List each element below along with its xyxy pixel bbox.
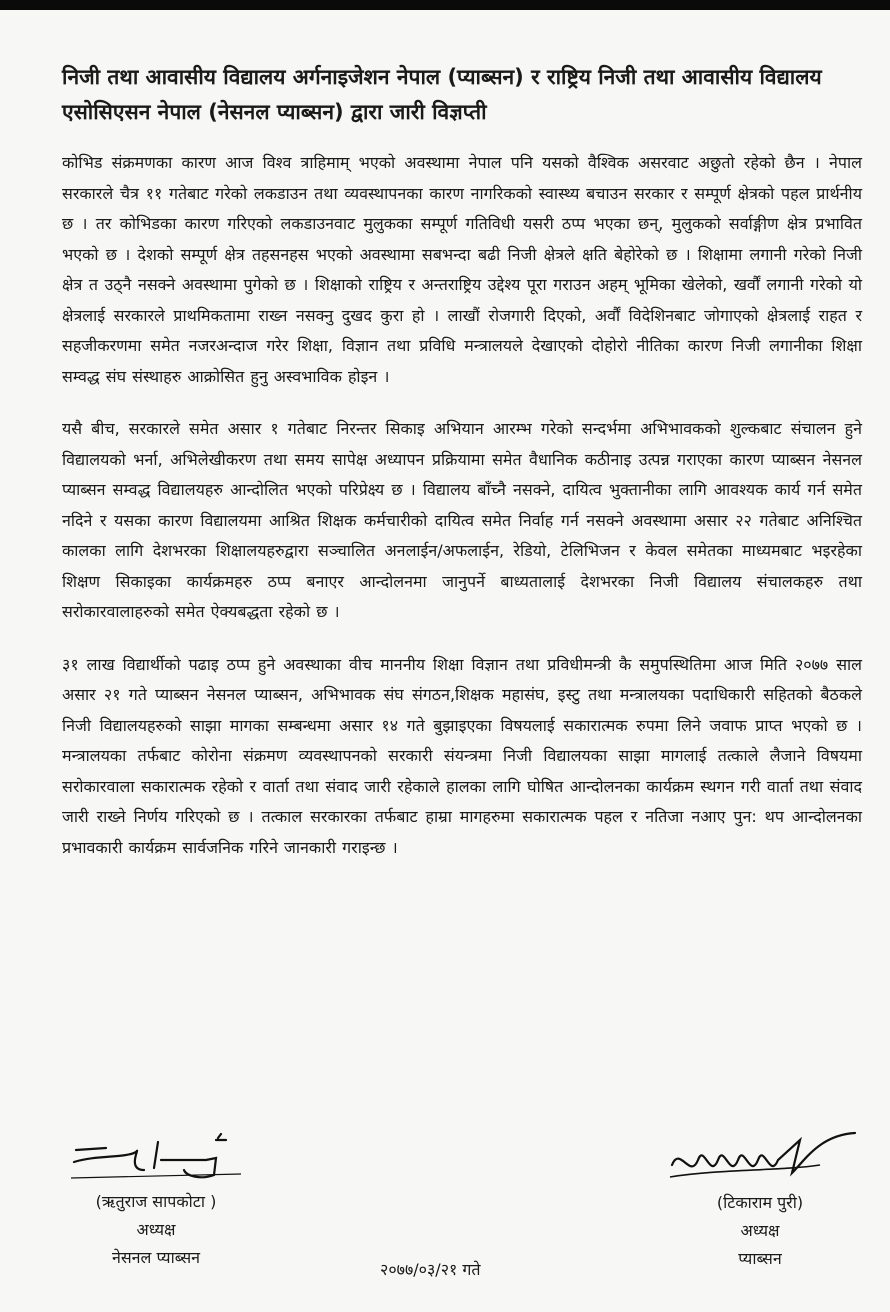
signatory-name-right: (टिकाराम पुरी) (716, 1193, 804, 1212)
paragraph-1: कोभिड संक्रमणका कारण आज विश्व त्राहिमाम् भएको अवस्थामा नेपाल पनि यसको वैश्विक असरवाट अछुतो रहेको छैन । नेपाल सरकारले चैत्र ११ गतेबाट गरेको लकडाउन तथा व्यवस्थापनका कारण नागरिकको स्वास्थ्य बचाउन सरकार र सम्पूर्ण क्षेत्रको पहल प्रार्थनीय छ । तर कोभिडका कारण गरिएको लकडाउनवाट मुलुकका सम्पूर्ण गतिविधी यसरी ठप्प भएका छन्, मुलुकको सर्वाङ्गीण क्षेत्र प्रभावित भएको छ । देशको सम्पूर्ण क्षेत्र तहसनहस भएको अवस्थामा सबभन्दा बढी निजी क्षेत्रले क्षति बेहोरेको छ । शिक्षामा लगानी गरेको निजी क्षेत्र त उठ्नै नसक्ने अवस्थामा पुगेको छ । शिक्षाको राष्ट्रिय र अन्तराष्ट्रिय उद्देश्य पूरा गराउन अहम् भूमिका खेलेको, खर्वौं लगानी गरेको यो क्षेत्रलाई सरकारले प्राथमिकतामा राख्न नसक्नु दुखद कुरा हो । लाखौं रोजगारी दिएको, अर्वौं विदेशिनबाट जोगाएको क्षेत्रलाई राहत र सहजीकरणमा समेत नजरअन्दाज गरेर शिक्षा, विज्ञान तथा प्रविधि मन्त्रालयले देखाएको दोहोरो नीतिका कारण निजी लगानीका शिक्षा सम्वद्ध संघ संस्थाहरु आक्रोसित हुनु अस्वभाविक होइन । (62, 153, 862, 386)
signatory-org-left: नेसनल प्याब्सन (111, 1248, 201, 1267)
signature-block-left (56, 1130, 256, 1272)
document-title: निजी तथा आवासीय विद्यालय अर्गनाइजेशन नेपाल (प्याब्सन) र राष्ट्रिय निजी तथा आवासीय विद्यालय एसोसिएसन नेपाल (नेसनल प्याब्सन) द्वारा जारी विज्ञप्ती (62, 65, 822, 124)
signatory-name-left: (ऋतुराज सापकोटा ) (95, 1192, 217, 1211)
signatory-role-left: अध्यक्ष (136, 1220, 176, 1239)
top-edge-bar (0, 0, 890, 10)
signatory-org-right: प्याब्सन (738, 1249, 782, 1268)
signature-scribble-right (660, 1125, 860, 1189)
press-release (62, 60, 862, 863)
signature-block-right (660, 1125, 860, 1273)
issue-date: २०७७/०३/२१ गते (380, 1260, 481, 1279)
paragraph-2: यसै बीच, सरकारले समेत असार १ गतेबाट निरन्तर सिकाइ अभियान आरम्भ गरेको सन्दर्भमा अभिभावकको शुल्कबाट संचालन हुने विद्यालयको भर्ना, अभिलेखीकरण तथा समय सापेक्ष अध्यापन प्रक्रियामा समेत वैधानिक कठीनाइ उत्पन्न गराएका कारण प्याब्सन नेसनल प्याब्सन सम्वद्ध विद्यालयहरु आन्दोलित भएको परिप्रेक्ष्य छ । विद्यालय बाँच्नै नसक्ने, दायित्व भुक्तानीका लागि आवश्यक कार्य गर्न समेत नदिने र यसका कारण विद्यालयमा आश्रित शिक्षक कर्मचारीको दायित्व समेत निर्वाह गर्न नसक्ने अवस्थामा असार २२ गतेबाट अनिश्चित कालका लागि देशभरका शिक्षालयहरुद्वारा सञ्चालित अनलाईन/अफलाईन, रेडियो, टेलिभिजन र केवल समेतका माध्यमबाट भइरहेका शिक्षण सिकाइका कार्यक्रमहरु ठप्प बनाएर आन्दोलनमा जानुपर्ने बाध्यतालाई देशभरका निजी विद्यालय संचालकहरु तथा सरोकारवालाहरुको समेत ऐक्यबद्धता रहेको छ । (62, 419, 862, 621)
signatory-role-right: अध्यक्ष (740, 1221, 780, 1240)
paragraph-3: ३१ लाख विद्यार्थीको पढाइ ठप्प हुने अवस्थाका वीच माननीय शिक्षा विज्ञान तथा प्रविधीमन्त्री कै समुपस्थितिमा आज मिति २०७७ साल असार २१ गते प्याब्सन नेसनल प्याब्सन, अभिभावक संघ संगठन,शिक्षक महासंघ, इस्टु तथा मन्त्रालयका पदाधिकारी सहितको बैठकले निजी विद्यालयहरुको साझा मागका सम्बन्धमा असार १४ गते बुझाइएका विषयलाई सकारात्मक रुपमा लिने जवाफ प्राप्त भएको छ । मन्त्रालयका तर्फबाट कोरोना संक्रमण व्यवस्थापनको सरकारी संयन्त्रमा निजी विद्यालयका साझा मागलाई तत्काले लैजाने विषयमा सरोकारवाला सकारात्मक रहेको र वार्ता तथा संवाद जारी रहेकाले हालका लागि घोषित आन्दोलनका कार्यक्रम स्थगन गरी वार्ता तथा संवाद जारी राख्ने निर्णय गरिएको छ । तत्काल सरकारका तर्फबाट हाम्रा मागहरुमा सकारात्मक पहल र नतिजा नआए पुन: थप आन्दोलनका प्रभावकारी कार्यक्रम सार्वजनिक गरिने जानकारी गराइन्छ । (62, 654, 862, 857)
signature-scribble-left (66, 1130, 246, 1188)
